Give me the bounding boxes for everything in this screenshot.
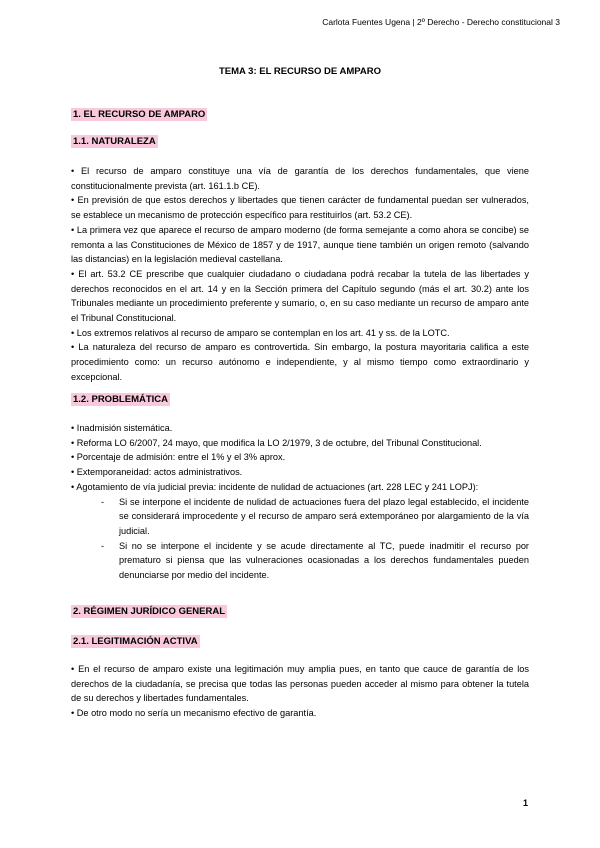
list-item: • Agotamiento de vía judicial previa: incidente de nulidad de actuaciones (art. 228 LEC y 241 LOPJ):	[71, 481, 479, 492]
sub-list-item	[101, 495, 529, 539]
paragraph: • El recurso de amparo constituye una vía de garantía de los derechos fundamentales, que viene constitucionalmente prevista (art. 161.1.b CE).	[71, 166, 529, 191]
section-1-heading	[71, 109, 207, 120]
list-item: • Reforma LO 6/2007, 24 mayo, que modifica la LO 2/1979, 3 de octubre, del Tribunal Constitucional.	[71, 437, 482, 448]
subsection-2-1-heading-text: 2.1. LEGITIMACIÓN ACTIVA	[73, 636, 198, 647]
dash-bullet: -	[101, 540, 105, 551]
subsection-2-1-heading	[71, 636, 200, 647]
list-item: • Porcentaje de admisión: entre el 1% y el 3% aprox.	[71, 452, 286, 463]
list-item: • Inadmisión sistemática.	[71, 423, 173, 433]
subsection-1-1-body	[71, 164, 529, 385]
document-title-text: TEMA 3: EL RECURSO DE AMPARO	[218, 66, 382, 77]
sub-list-item	[101, 539, 529, 583]
paragraph: • Los extremos relativos al recurso de amparo se contemplan en los art. 41 y ss. de la LOTC.	[71, 327, 450, 338]
paragraph: • El art. 53.2 CE prescribe que cualquier ciudadano o ciudadana podrá recabar la tutela de las libertades y derechos reconocidos en el art. 14 y en la Sección primera del Capítulo segundo (más el art. 30.2) ante los Tribunales mediante un procedimiento preferente y sumario, o, en su caso mediante un recurso de amparo ante el Tribunal Constitucional.	[71, 268, 529, 324]
sub-list-item-text: Si se interpone el incidente de nulidad de actuaciones fuera del plazo legal establecido, el incidente se considerará improcedente y el recurso de amparo será extemporáneo por alargamiento de la vía judicial.	[119, 496, 529, 536]
subsection-1-2-heading	[71, 394, 170, 405]
paragraph: • De otro modo no sería un mecanismo efectivo de garantía.	[71, 708, 317, 719]
paragraph: • En el recurso de amparo existe una legitimación muy amplia pues, en tanto que cauce de garantía de los derechos de la ciudadanía, se precisa que todas las personas pueden acceder al mismo para obtener la tutela de su derechos y libertades fundamentales.	[71, 664, 529, 704]
section-2-heading	[71, 606, 227, 617]
paragraph: • En previsión de que estos derechos y libertades que tienen carácter de fundamental puedan ser vulnerados, se establece un mecanismo de protección específico para restituirlos (art. 53.2 CE).	[71, 195, 529, 221]
subsection-1-1-heading-text: 1.1. NATURALEZA	[73, 136, 156, 147]
subsection-1-2-heading-text: 1.2. PROBLEMÁTICA	[73, 394, 169, 405]
dash-bullet: -	[101, 496, 105, 507]
subsection-1-1-heading	[71, 136, 158, 147]
page-header: Carlota Fuentes Ugena | 2º Derecho - Derecho constitucional 3	[322, 17, 560, 27]
subsection-1-2-body	[71, 421, 529, 583]
section-1-heading-text: 1. EL RECURSO DE AMPARO	[73, 109, 206, 120]
paragraph: • La primera vez que aparece el recurso de amparo moderno (de forma semejante a como ahora se concibe) se remonta a las Constituciones de México de 1857 y de 1917, aunque tiene también un origen remoto (salvando las distancias) en la legislación medieval castellana.	[71, 224, 529, 265]
list-item: • Extemporaneidad: actos administrativos.	[71, 467, 243, 478]
page-number: 1	[522, 798, 528, 808]
section-2-heading-text: 2. RÉGIMEN JURÍDICO GENERAL	[73, 606, 226, 617]
document-title	[0, 66, 600, 77]
paragraph: • La naturaleza del recurso de amparo es controvertida. Sin embargo, la postura mayoritaria califica a este procedimiento como: un recurso autónomo e independiente, y al mismo tiempo como extraordinario y excepcional.	[71, 342, 529, 382]
subsection-2-1-body	[71, 662, 529, 721]
sub-list-item-text: Si no se interpone el incidente y se acude directamente al TC, puede inadmitir el recurso por prematuro si piensa que las vulneraciones ocasionadas a los derechos fundamentales pueden denunciarse por medio del incidente.	[119, 540, 529, 581]
